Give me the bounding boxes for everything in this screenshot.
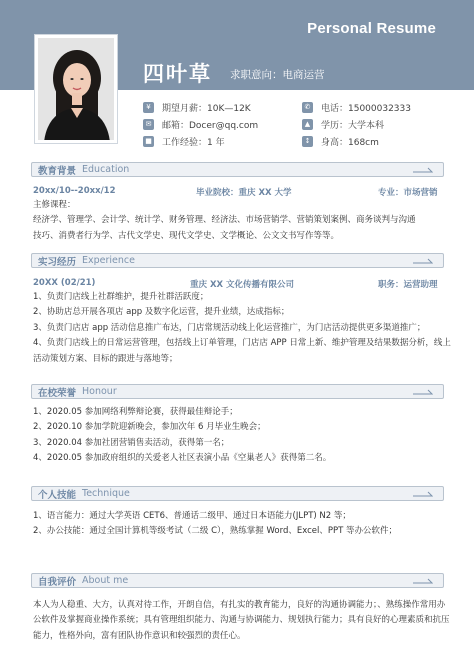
section-title-en: Technique [82, 488, 130, 499]
section-title-en: Experience [82, 255, 135, 266]
info-text: 身高：168cm [321, 137, 379, 148]
info-text: 期望月薪：10K—12K [162, 103, 251, 114]
section-header-honour [31, 384, 444, 399]
text-line: 4、2020.05 参加政府组织的关爱老人社区表演小品《空巢老人》获得第二名。 [33, 453, 332, 464]
info-item-phone [302, 99, 411, 115]
section-header-about-me [31, 573, 444, 588]
job-objective: 求职意向：电商运营 [230, 69, 325, 81]
info-text: 学历：大学本科 [321, 120, 385, 131]
arrow-right-icon [413, 257, 433, 265]
experience-company: 重庆 XX 文化传播有限公司 [190, 280, 295, 290]
about-me-details [33, 598, 450, 644]
profile-photo [38, 38, 114, 140]
text-line: 主修课程： [33, 200, 76, 210]
experience-period: 20XX (02/21) [33, 278, 96, 288]
section-title-en: Honour [82, 386, 117, 397]
experience-details [33, 290, 451, 367]
section-title-cn: 教育背景 [38, 165, 77, 177]
info-text: 邮箱：Docer@qq.com [162, 120, 259, 131]
arrow-right-icon [413, 490, 433, 498]
text-line: 能力，性格外向，富有团队协作意识和较强烈的责任心。 [33, 630, 246, 641]
mail-icon: ✉ [143, 119, 154, 130]
info-text: 工作经验：1 年 [162, 137, 225, 148]
section-header-technique [31, 486, 444, 501]
portrait-illustration [38, 38, 114, 140]
education-period: 20xx/10--20xx/12 [33, 186, 116, 196]
text-line: 1、语言能力：通过大学英语 CET6、普通话二级甲、通过日本语能力(JLPT) N2 等； [33, 511, 351, 521]
experience-position: 职务：运营助理 [378, 280, 438, 290]
arrow-right-icon [413, 166, 433, 174]
info-column-right [302, 99, 411, 150]
education-major: 专业：市场营销 [378, 188, 438, 198]
yen-icon: ¥ [143, 102, 154, 113]
text-line: 技巧、消费者行为学、古代文学史、现代文学史、文学概论、公文文书写作等等。 [33, 230, 340, 241]
ruler-icon: ↕ [302, 136, 313, 147]
section-header-experience [31, 253, 444, 268]
section-title-en: About me [82, 575, 129, 586]
text-line: 3、2020.04 参加社团营销售卖活动，获得第一名； [33, 437, 230, 448]
info-text: 电话：15000032333 [321, 103, 411, 114]
text-line: 活动策划方案、目标的跟进与落地等； [33, 353, 178, 364]
text-line: 1、2020.05 参加网络利弊辩论赛，获得最佳辩论手； [33, 407, 238, 417]
arrow-right-icon [413, 577, 433, 585]
phone-icon: ✆ [302, 102, 313, 113]
education-school: 毕业院校：重庆 XX 大学 [196, 188, 292, 198]
info-item-degree [302, 116, 411, 132]
section-title-cn: 自我评价 [38, 576, 77, 588]
text-line: 2、办公技能：通过全国计算机等级考试（二级 C），熟练掌握 Word、Excel、PPT 等办公软件； [33, 526, 398, 537]
info-item-experience [143, 133, 258, 149]
text-line: 1、负责门店线上社群维护，提升社群活跃度； [33, 292, 209, 302]
profile-photo-frame [34, 34, 118, 144]
text-line: 4、负责门店线上的日常运营管理，包括线上订单管理，门店店 APP 日常上新、维护管理及结果数据分析，线上 [33, 338, 451, 349]
text-line: 2、协助店总开展各项店 app 及数字化运营，提升业绩，达成指标； [33, 307, 290, 318]
technique-details [33, 509, 443, 540]
section-title-cn: 实习经历 [38, 256, 77, 268]
info-column-left [143, 99, 258, 150]
info-item-salary [143, 99, 258, 115]
info-item-height [302, 133, 411, 149]
text-line: 公软件及掌握商业操作系统；具有管理组织能力、沟通与协调能力、规划执行能力；具有良好的心理素质和抗压 [33, 615, 450, 626]
briefcase-icon: ■ [143, 136, 154, 147]
arrow-right-icon [413, 388, 433, 396]
text-line: 经济学、管理学、会计学、统计学、财务管理、经济法、市场营销学、营销策划案例、商务谈判与沟通 [33, 215, 416, 226]
section-title-en: Education [82, 164, 130, 175]
honour-details [33, 405, 443, 467]
education-details [33, 198, 443, 244]
resume-title: Personal Resume [307, 20, 436, 37]
section-title-cn: 个人技能 [38, 489, 77, 501]
info-item-email [143, 116, 258, 132]
text-line: 2、2020.10 参加学院迎新晚会，参加次年 6 月毕业生晚会； [33, 422, 266, 433]
text-line: 本人为人稳重、大方，认真对待工作，开朗自信，有扎实的教育能力，良好的沟通协调能力；、熟练操作常用办 [33, 600, 446, 610]
section-header-education [31, 162, 444, 177]
text-line: 3、负责门店店 app 活动信息推广布达，门店常规活动线上化运营推广，为门店活动提供更多渠道推广； [33, 322, 426, 333]
candidate-name: 四叶草 [143, 62, 212, 86]
section-title-cn: 在校荣誉 [38, 387, 77, 399]
graduation-cap-icon: ▲ [302, 119, 313, 130]
